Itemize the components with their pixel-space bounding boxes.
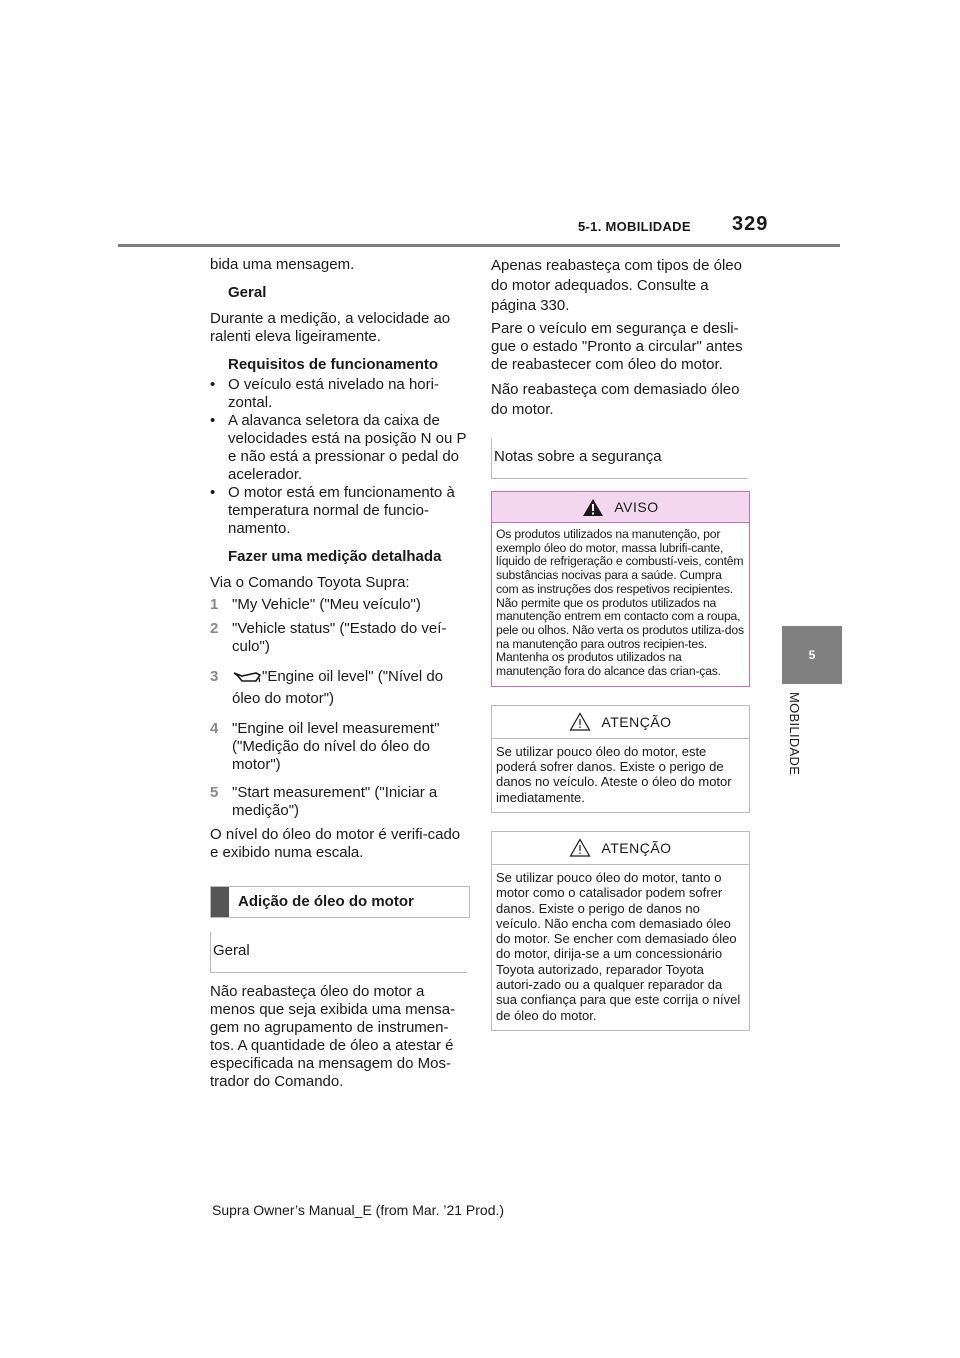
step-item — [210, 666, 472, 710]
step-number: 5 — [210, 784, 219, 801]
step-item — [210, 596, 472, 614]
step-number: 2 — [210, 620, 219, 637]
step-text: "Start measurement" ("Iniciar a medição") — [232, 784, 438, 819]
step-number: 3 — [210, 668, 219, 685]
safety-heading — [491, 438, 748, 479]
chapter-number: 5 — [808, 648, 816, 662]
atencao-box — [491, 705, 750, 813]
section-heading — [210, 886, 470, 918]
section-heading-bar — [211, 887, 229, 917]
atencao-text: Se utilizar pouco óleo do motor, tanto o motor como o catalisador podem sofrer danos. Existe o perigo de danos no veículo. Não encha com demasiado óleo do motor. Se encher com demasiado óleo do motor, dirija-se a um concessionário Toyota autorizado, reparador Toyota autori-zado ou a qualquer reparador da sua confiança para que este corrija o nível de óleo do motor. — [496, 869, 741, 1023]
intro-text: bida uma mensagem. — [210, 256, 355, 273]
chapter-label — [785, 692, 805, 792]
step-item — [210, 620, 472, 656]
subsection-heading-text: Geral — [213, 942, 250, 959]
warning-triangle-icon — [582, 498, 604, 517]
requirement-item: • A alavanca seletora da caixa de velocidades está na posição N ou P e não está a pressionar o pedal do acelerador. — [210, 412, 472, 484]
result-text: O nível do óleo do motor é verifi-cado e exibido numa escala. — [210, 826, 461, 861]
requirements-heading: Requisitos de funcionamento — [228, 356, 439, 373]
step-text: "My Vehicle" ("Meu veículo") — [232, 596, 421, 613]
step-item — [210, 784, 472, 820]
chapter-tab — [782, 626, 842, 684]
warning-triangle-icon — [569, 712, 591, 731]
atencao-text: Se utilizar pouco óleo do motor, este poderá sofrer danos. Existe o perigo de danos no veículo. Ateste o óleo do motor imediatamente. — [496, 743, 732, 805]
oil-type-text: Apenas reabasteça com tipos de óleo do motor adequados. Consulte a página 330. — [491, 257, 742, 314]
step-text: "Vehicle status" ("Estado do veí-culo") — [232, 620, 447, 655]
subsection-heading — [210, 932, 467, 973]
left-column — [210, 256, 472, 1091]
aviso-title — [492, 492, 749, 523]
requirement-item: • O motor está em funcionamento à temperatura normal de funcio-namento. — [210, 484, 472, 538]
oil-level-icon — [232, 670, 262, 684]
add-oil-text: Não reabasteça óleo do motor a menos que seja exibida uma mensa-gem no agrupamento de instrumen-tos. A quantidade de óleo a atestar é especificada na mensagem do Mos-trador do Comando. — [210, 983, 456, 1090]
section-title: 5-1. MOBILIDADE — [578, 219, 691, 234]
safety-heading-text: Notas sobre a segurança — [494, 448, 662, 465]
step-number: 1 — [210, 596, 219, 613]
general-heading: Geral — [228, 284, 267, 301]
right-column — [491, 256, 753, 1031]
page-number: 329 — [732, 213, 769, 235]
step-number: 4 — [210, 720, 219, 737]
requirement-item: • O veículo está nivelado na hori-zontal. — [210, 376, 472, 412]
aviso-title-text: AVISO — [614, 499, 659, 515]
step-text: "Engine oil level" ("Nível do óleo do motor") — [232, 668, 444, 707]
atencao-title-text: ATENÇÃO — [601, 713, 672, 730]
overfill-text: Não reabasteça com demasiado óleo do motor. — [491, 381, 740, 418]
general-text: Durante a medição, a velocidade ao ralenti eleva ligeiramente. — [210, 310, 451, 345]
via-text: Via o Comando Toyota Supra: — [210, 574, 410, 591]
atencao-title — [492, 706, 749, 739]
warning-triangle-icon — [569, 838, 591, 857]
step-text: "Engine oil level measurement" ("Medição do nível do óleo do motor") — [232, 720, 440, 773]
footer-text: Supra Owner’s Manual_E (from Mar. ’21 Prod.) — [212, 1202, 505, 1218]
chapter-title: MOBILIDADE — [787, 692, 802, 776]
stop-vehicle-text: Pare o veículo em segurança e desli-gue o estado "Pronto a circular" antes de reabastecer com óleo do motor. — [491, 320, 743, 373]
atencao-title-text: ATENÇÃO — [601, 839, 672, 856]
atencao-title — [492, 832, 749, 865]
header-rule — [118, 244, 840, 247]
aviso-text: Os produtos utilizados na manutenção, por exemplo óleo do motor, massa lubrifi-cante, líquido de refrigeração e combustí-veis, contêm substâncias nocivas para a saúde. Cumpra com as instruções dos respetivos recipientes. Não permite que os produtos utilizados na manutenção entrem em contacto com a roupa, pele ou olhos. Não verta os produtos utiliza-dos na manutenção para outros recipien-tes. Mantenha os produtos utilizados na manutenção fora do alcance das crian-ças. — [496, 527, 744, 679]
detailed-heading: Fazer uma medição detalhada — [228, 548, 442, 565]
step-item — [210, 720, 472, 774]
section-heading-text: Adição de óleo do motor — [238, 893, 414, 910]
aviso-box — [491, 491, 750, 687]
atencao-box — [491, 831, 750, 1031]
